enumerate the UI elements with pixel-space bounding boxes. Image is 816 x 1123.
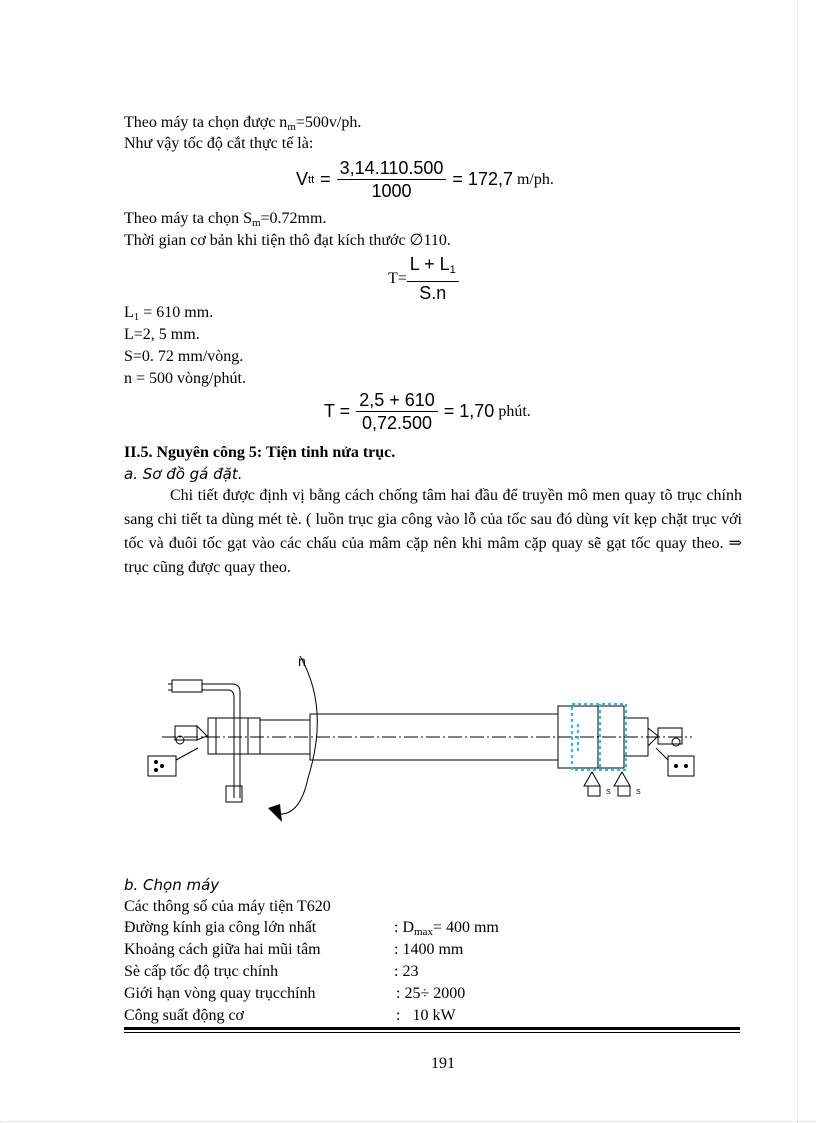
- equation-time-result: T = $\frac{2,5 + 610}{0,72.500}$ = 1,70 phút.: [324, 390, 531, 433]
- tool-feed-label-2: S: [636, 789, 641, 796]
- tool-feed-label-1: S: [606, 789, 611, 796]
- footer-rule-thick: [124, 1027, 740, 1030]
- spec-label-rpm-range: Giới hạn vòng quay trụcchính: [124, 985, 316, 1002]
- line-l1: $L_1 = 610$ mm.: [124, 304, 214, 323]
- line-spindle-speed: Theo máy ta chọn được $n_m=500v/ph$.: [124, 114, 362, 133]
- paragraph-setup-description: Chi tiết được định vị bằng cách chống tâm hai đầu để truyền mô men quay tõ trục chính sang chi tiết ta dùng mét tè. ( luồn trục gia công vào lỗ của tốc sau đó dùng vít kẹp chặt trục với tốc và đuôi tốc gạt vào các chấu của mâm cặp nên khi mâm cặp quay sẽ gạt tốc quay theo. ⇒ trục cũng được quay theo.: [124, 487, 742, 576]
- page-edge-right: [797, 0, 798, 1123]
- equation-cutting-speed: V tt = $\frac{3,14.110.500}{1000}$ = 172,7 m/ph.: [296, 158, 554, 201]
- fraction: $\frac{L + L_1}{S.n}$: [407, 253, 459, 304]
- spec-value-speed-steps: : 23: [394, 963, 419, 980]
- setup-diagram: [140, 648, 700, 830]
- spec-title: Các thông số của máy tiện T620: [124, 898, 331, 915]
- subheading-setup-diagram: a. Sơ đồ gá đặt.: [124, 465, 243, 483]
- line-basic-time-intro: Thời gian cơ bản khi tiện thô đạt kích thước ∅110.: [124, 232, 451, 249]
- tool-holder-arm: [168, 684, 240, 798]
- subheading-machine-choice: b. Chọn máy: [124, 876, 220, 894]
- rotation-label: n: [298, 653, 306, 669]
- line-feed-rate: Theo máy ta chọn $S_m=0.72mm$.: [124, 210, 327, 229]
- footer-rule-thin: [124, 1032, 740, 1033]
- spec-value-rpm-range: : 25÷ 2000: [396, 985, 466, 1002]
- spec-value-motor-power: : 10 kW: [396, 1007, 456, 1024]
- right-center-body: [658, 728, 682, 744]
- spec-label-center-distance: Khoảng cách giữa hai mũi tâm: [124, 941, 321, 958]
- spec-label-motor-power: Công suất động cơ: [124, 1007, 245, 1024]
- left-center-body: [175, 726, 197, 740]
- page-number: 191: [431, 1055, 455, 1072]
- fraction: $\frac{3,14.110.500}{1000}$: [337, 157, 447, 202]
- page-edge-bottom: [0, 1121, 816, 1122]
- rotation-arrowhead: [268, 804, 282, 822]
- spec-value-center-distance: : 1400 mm: [394, 941, 464, 958]
- tool-holder-clamp: [172, 680, 202, 692]
- spec-value-max-diameter: : $D_{max}= 400$ mm: [394, 919, 499, 938]
- equation-time-formula: T= $\frac{L + L_1}{S.n}$: [388, 253, 465, 304]
- line-cutting-speed-intro: Như vậy tốc độ cắt thực tế là:: [124, 135, 314, 152]
- spec-label-max-diameter: Đường kính gia công lớn nhất: [124, 919, 317, 936]
- left-fixture-arm: [176, 748, 198, 760]
- left-center-tip: [197, 726, 207, 740]
- line-l: L=2, 5 mm.: [124, 326, 200, 343]
- fraction: $\frac{2,5 + 610}{0,72.500}$: [356, 389, 438, 434]
- rotation-arrow: [278, 656, 317, 814]
- line-n: n = 500 vòng/phút.: [124, 370, 246, 387]
- cutting-tool-1: [584, 772, 600, 786]
- spec-label-speed-steps: Sè cấp tốc độ trục chính: [124, 963, 279, 980]
- right-fixture-box: [668, 756, 694, 776]
- cutting-tool-2: [614, 772, 630, 786]
- section-heading: II.5. Nguyên công 5: Tiện tinh nửa trục.: [124, 444, 396, 461]
- line-s: S=0. 72 mm/vòng.: [124, 348, 244, 365]
